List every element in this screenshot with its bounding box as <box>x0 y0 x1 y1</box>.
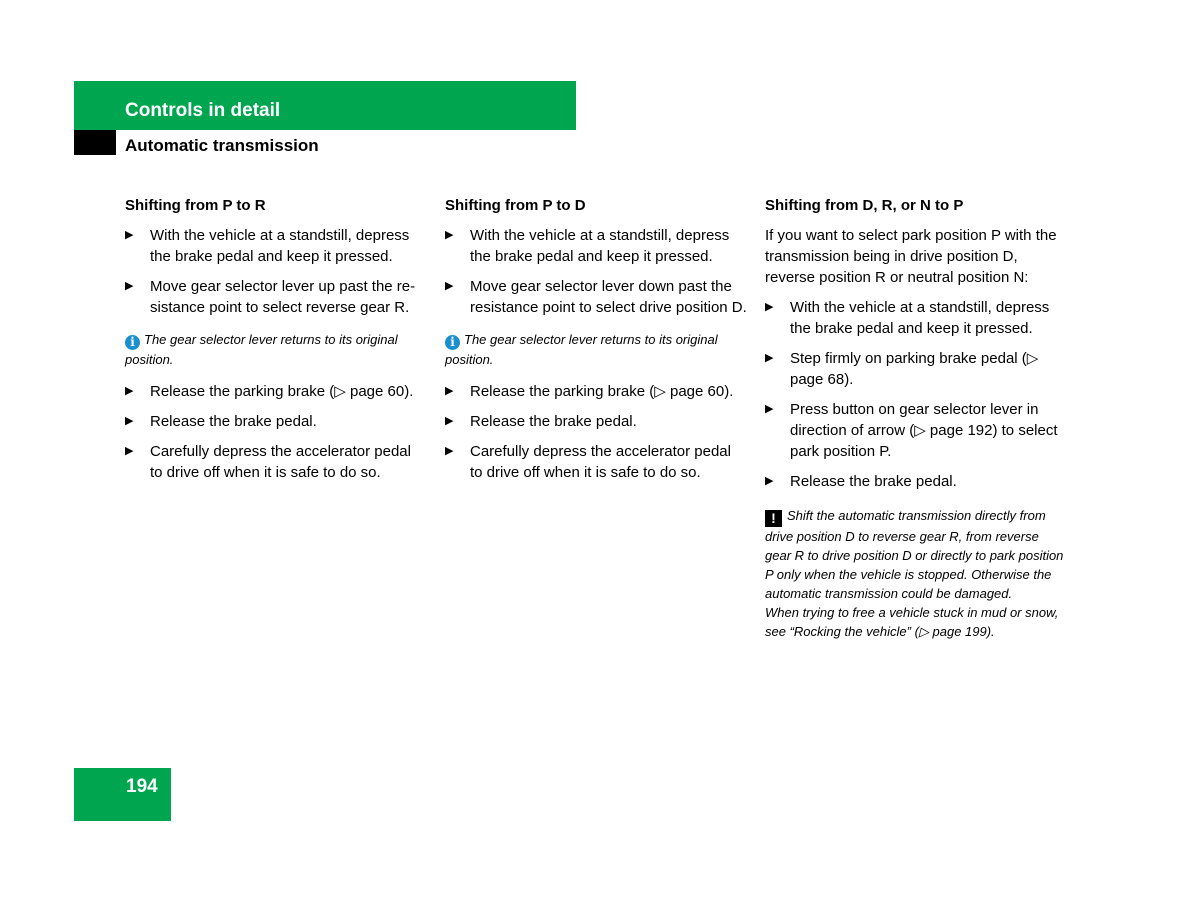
info-note: i The gear selector lever returns to its original position. <box>125 332 398 367</box>
list-item: ▶ With the vehicle at a standstill, depress the brake pedal and keep it pressed. <box>445 227 730 265</box>
info-icon: i <box>125 335 140 350</box>
list-item: ▶ With the vehicle at a standstill, depress the brake pedal and keep it pressed. <box>125 227 410 265</box>
list-item: ▶ Move gear selector lever down past the resistance point to select drive position D. <box>445 278 747 316</box>
list-item: ▶ Step firmly on parking brake pedal (▷ page 68). <box>765 350 1039 388</box>
warning-note-extra: When trying to free a vehicle stuck in mud or snow, see “Rocking the vehicle” (▷ page 199). <box>765 605 1059 639</box>
column-heading: Shifting from D, R, or N to P <box>765 197 964 214</box>
warning-note: ! Shift the automatic transmission directly from drive position D to reverse gear R, from reverse gear R to drive position D or directly to park position P only when the vehicle is stopped. Otherwise the automatic transmission could be damaged. When trying to free a vehicle stuck in mud or snow, see “Rocking the vehicle” (▷ page 199). <box>765 508 1064 639</box>
triangle-bullet-icon: ▶ <box>445 229 454 241</box>
warning-icon: ! <box>765 510 782 527</box>
column-heading: Shifting from P to D <box>445 197 586 214</box>
triangle-bullet-icon: ▶ <box>765 352 774 364</box>
list-item: ▶ Release the parking brake (▷ page 60). <box>125 383 414 400</box>
section-title: Automatic transmission <box>125 136 319 155</box>
triangle-bullet-icon: ▶ <box>125 280 134 292</box>
triangle-bullet-icon: ▶ <box>765 301 774 313</box>
intro-paragraph: If you want to select park position P with the transmission being in drive position D, reverse position R or neutral position N: <box>765 227 1057 286</box>
triangle-bullet-icon: ▶ <box>445 280 454 292</box>
info-icon: i <box>445 335 460 350</box>
list-item: ▶ Release the brake pedal. <box>765 473 957 490</box>
triangle-bullet-icon: ▶ <box>765 475 774 487</box>
triangle-bullet-icon: ▶ <box>125 385 134 397</box>
triangle-bullet-icon: ▶ <box>445 445 454 457</box>
chapter-title: Controls in detail <box>125 100 281 121</box>
list-item: ▶ Carefully depress the accelerator pedal to drive off when it is safe to do so. <box>125 443 411 481</box>
list-item: ▶ Release the brake pedal. <box>125 413 317 430</box>
page-number: 194 <box>126 776 158 797</box>
list-item: ▶ Move gear selector lever up past the re-sistance point to select reverse gear R. <box>125 278 416 316</box>
column-to-park <box>765 196 1067 653</box>
triangle-bullet-icon: ▶ <box>125 445 134 457</box>
triangle-bullet-icon: ▶ <box>125 229 134 241</box>
section-marker <box>74 130 116 155</box>
triangle-bullet-icon: ▶ <box>445 385 454 397</box>
list-item: ▶ Release the parking brake (▷ page 60). <box>445 383 734 400</box>
column-heading: Shifting from P to R <box>125 197 266 214</box>
triangle-bullet-icon: ▶ <box>445 415 454 427</box>
list-item: ▶ Carefully depress the accelerator pedal to drive off when it is safe to do so. <box>445 443 731 481</box>
column-p-to-d <box>445 196 747 492</box>
column-p-to-r <box>125 196 427 492</box>
list-item: ▶ Release the brake pedal. <box>445 413 637 430</box>
list-item: ▶ Press button on gear selector lever in direction of arrow (▷ page 192) to select park position P. <box>765 401 1058 460</box>
info-note: i The gear selector lever returns to its original position. <box>445 332 718 367</box>
triangle-bullet-icon: ▶ <box>125 415 134 427</box>
triangle-bullet-icon: ▶ <box>765 403 774 415</box>
list-item: ▶ With the vehicle at a standstill, depress the brake pedal and keep it pressed. <box>765 299 1050 337</box>
